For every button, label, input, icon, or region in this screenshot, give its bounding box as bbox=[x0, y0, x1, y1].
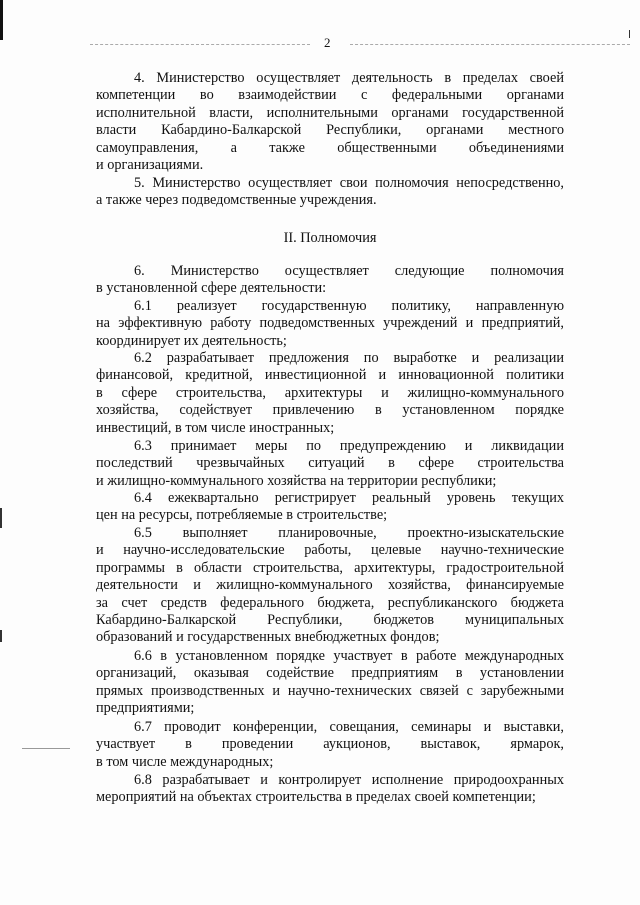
text-line: финансовой, кредитной, инвестиционной и инновационной политики bbox=[96, 367, 564, 384]
text-line: инвестиций, в том числе иностранных; bbox=[96, 419, 335, 436]
scan-artifact-line bbox=[350, 44, 630, 46]
text-line: 6. Министерство осуществляет следующие полномочия bbox=[134, 263, 564, 279]
text-line: организаций, оказывая содействие предприятиям в установлении bbox=[96, 665, 564, 682]
text-line: координирует их деятельность; bbox=[96, 332, 287, 349]
text-line: и организациями. bbox=[96, 157, 204, 174]
text-line: компетенции во взаимодействии с федеральными органами bbox=[96, 87, 564, 104]
text-line: 6.6 в установленном порядке участвует в работе международных bbox=[134, 648, 564, 664]
text-line: 6.5 выполняет планировочные, проектно-изыскательские bbox=[134, 525, 564, 541]
text-line: власти Кабардино-Балкарской Республики, органами местного bbox=[96, 122, 564, 139]
scan-edge-bar bbox=[0, 0, 3, 40]
paragraph-6-6 bbox=[96, 648, 564, 718]
text-line: Кабардино-Балкарской Республики, бюджетов муниципальных bbox=[96, 612, 564, 629]
page-number: 2 bbox=[324, 35, 331, 50]
text-line: 6.3 принимает меры по предупреждению и ликвидации bbox=[134, 438, 564, 454]
paragraph-5 bbox=[96, 175, 564, 210]
text-line: 5. Министерство осуществляет свои полномочия непосредственно, bbox=[134, 175, 564, 191]
text-line: образований и государственных внебюджетных фондов; bbox=[96, 629, 440, 646]
paragraph-6-5 bbox=[96, 525, 564, 647]
text-line: самоуправления, а также общественными объединениями bbox=[96, 139, 564, 156]
text-line: исполнительной власти, исполнительными органами государственной bbox=[96, 104, 564, 121]
text-line: прямых производственных и научно-технических связей с зарубежными bbox=[96, 682, 564, 699]
scan-edge-mark bbox=[629, 30, 630, 38]
text-line: 6.4 ежеквартально регистрирует реальный уровень текущих bbox=[134, 490, 564, 506]
text-line: в установленной сфере деятельности: bbox=[96, 280, 327, 297]
text-line: деятельности и жилищно-коммунального хозяйства, финансируемые bbox=[96, 577, 564, 594]
text-line: программы в области строительства, архитектуры, градостроительной bbox=[96, 559, 564, 576]
text-line: а также через подведомственные учреждения. bbox=[96, 192, 377, 209]
text-line: в том числе международных; bbox=[96, 753, 274, 770]
paragraph-6 bbox=[96, 263, 564, 298]
text-line: хозяйства, содействует привлечению в установленном порядке bbox=[96, 402, 564, 419]
text-line: последствий чрезвычайных ситуаций в сфере строительства bbox=[96, 455, 564, 472]
text-line: участвует в проведении аукционов, выставок, ярмарок, bbox=[96, 736, 564, 753]
text-line: мероприятий на объектах строительства в пределах своей компетенции; bbox=[96, 789, 536, 806]
paragraph-6-1 bbox=[96, 298, 564, 350]
scan-edge-mark bbox=[0, 508, 2, 528]
paragraph-6-3 bbox=[96, 438, 564, 490]
text-line: и научно-исследовательские работы, целевые научно-технические bbox=[96, 542, 564, 559]
scan-edge-mark bbox=[0, 630, 2, 642]
text-line: в сфере строительства, архитектуры и жилищно-коммунального bbox=[96, 384, 564, 401]
text-line: 6.8 разрабатывает и контролирует исполнение природоохранных bbox=[134, 772, 564, 788]
scan-artifact-line bbox=[22, 748, 70, 749]
paragraph-6-7 bbox=[96, 719, 564, 771]
text-line: за счет средств федерального бюджета, республиканского бюджета bbox=[96, 594, 564, 611]
text-line: 6.7 проводит конференции, совещания, семинары и выставки, bbox=[134, 719, 564, 735]
text-line: предприятиями; bbox=[96, 700, 195, 717]
paragraph-6-4 bbox=[96, 490, 564, 525]
text-line: 6.2 разрабатывает предложения по выработке и реализации bbox=[134, 350, 564, 366]
section-heading-block bbox=[96, 230, 564, 247]
text-line: цен на ресурсы, потребляемые в строительстве; bbox=[96, 507, 388, 524]
scan-artifact-line bbox=[90, 44, 310, 46]
text-line: 6.1 реализует государственную политику, направленную bbox=[134, 298, 564, 314]
paragraph-6-8 bbox=[96, 772, 564, 807]
text-line: 4. Министерство осуществляет деятельность в пределах своей bbox=[134, 70, 564, 86]
paragraph-6-2 bbox=[96, 350, 564, 437]
text-line: и жилищно-коммунального хозяйства на территории республики; bbox=[96, 472, 497, 489]
section-heading: II. Полномочия bbox=[283, 230, 377, 246]
text-line: на эффективную работу подведомственных учреждений и предприятий, bbox=[96, 315, 564, 332]
paragraph-4 bbox=[96, 70, 564, 174]
